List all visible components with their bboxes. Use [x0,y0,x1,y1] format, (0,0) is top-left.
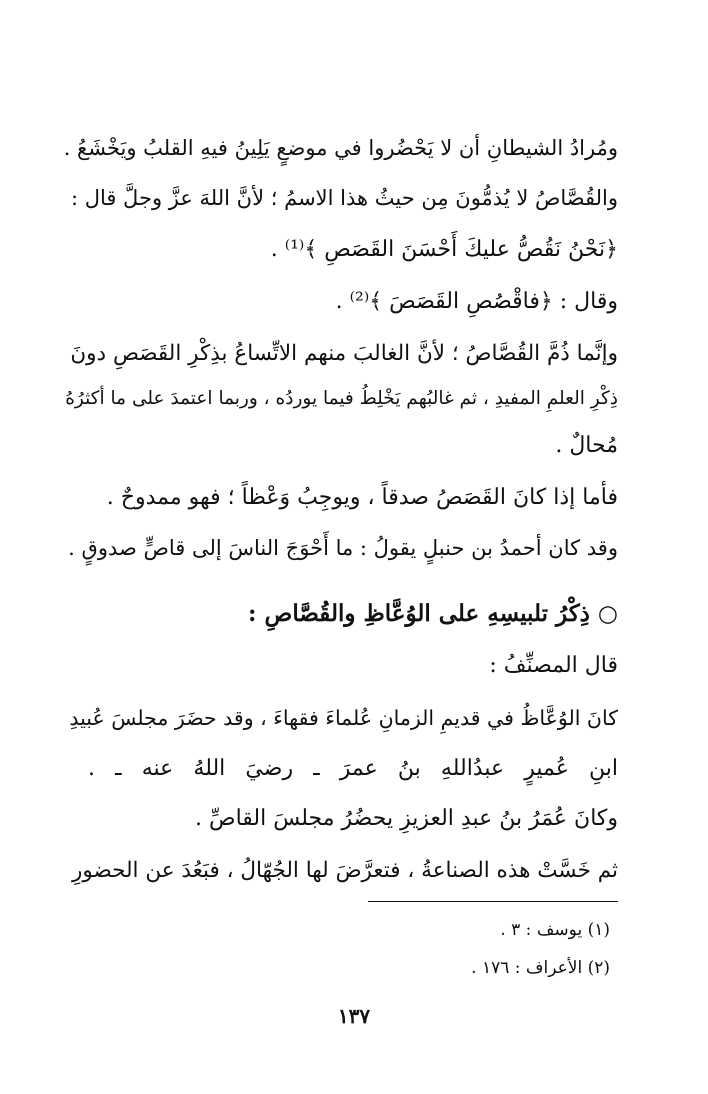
section-heading [248,598,618,630]
text-line-4: وقال : ﴿فاقْصُصِ القَصَصَ ﴾⁽²⁾ . [335,289,618,314]
text-line-13: ابنِ عُميرٍ عبدُاللهِ بنُ عمرَ ـ رضيَ اللهُ عنه ـ . [88,756,618,781]
text-line-9: وقد كان أحمدُ بن حنبلٍ يقولُ : ما أَحْوَجَ الناسَ إلى قاصٍّ صدوقٍ . [68,536,618,560]
circle-bullet-icon: ○ [597,600,618,627]
footnote-2: (٢) الأعراف : ١٧٦ . [471,958,610,978]
text-line-12: كانَ الوُعَّاظُ في قديمِ الزمانِ عُلماءَ فقهاءَ ، وقد حضَرَ مجلسَ عُبيدِ [69,706,618,730]
text-line-5: وإنَّما ذُمَّ القُصَّاصُ ؛ لأنَّ الغالبَ منهم الاتِّساعُ بذِكْرِ القَصَصِ دونَ [70,341,618,366]
text-line-8: فأما إذا كانَ القَصَصُ صدقاً ، ويوجِبُ وَعْظاً ؛ فهو ممدوحٌ . [106,485,618,510]
text-line-2: والقُصَّاصُ لا يُذمُّونَ مِن حيثُ هذا الاسمُ ؛ لأنَّ اللهَ عزَّ وجلَّ قال : [70,186,618,210]
quran-verse-line: ﴿نَحْنُ نَقُصُّ عليكَ أَحْسَنَ القَصَصِ ﴾⁽¹⁾ . [270,237,618,262]
text-line-7: مُحالٌ . [555,433,618,458]
text-line-6: ذِكْرِ العلمِ المفيدِ ، ثم غالبُهم يَخْلِطُ فيما يوردُه ، وربما اعتمدَ على ما أكثرُهُ [65,388,618,409]
text-line-14: وكانَ عُمَرُ بنُ عبدِ العزيزِ يحضُرُ مجلسَ القاصِّ . [195,806,618,831]
author-says-line: قال المصنِّفُ : [489,653,618,678]
footnote-1: (١) يوسف : ٣ . [500,920,610,940]
text-line-1: ومُرادُ الشيطانِ أن لا يَحْضُروا في موضعٍ يَلِينُ فيهِ القلبُ ويَخْشَعُ . [63,136,618,160]
section-heading-text: ذِكْرُ تلبيسِهِ على الوُعَّاظِ والقُصَّاصِ : [248,600,590,627]
footnote-separator [368,901,618,902]
page-number: ١٣٧ [337,1004,371,1028]
text-line-15: ثم خَسَّتْ هذه الصناعةُ ، فتعرَّضَ لها الجُهّالُ ، فبَعُدَ عن الحضورِ [71,858,618,883]
